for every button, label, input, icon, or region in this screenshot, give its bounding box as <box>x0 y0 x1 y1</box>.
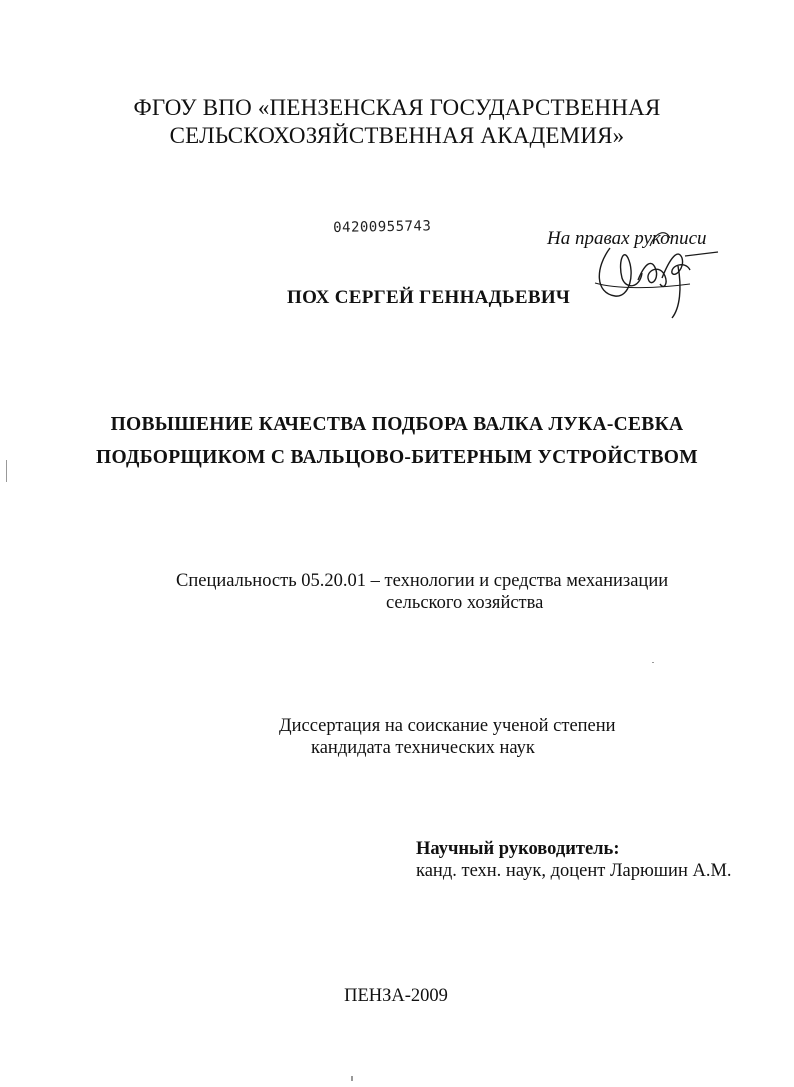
specialty-line-2: сельского хозяйства <box>386 593 544 613</box>
degree-line-2: кандидата технических наук <box>311 738 535 758</box>
manuscript-label: На правах рукописи <box>547 228 707 249</box>
thesis-title-line-1: ПОВЫШЕНИЕ КАЧЕСТВА ПОДБОРА ВАЛКА ЛУКА-СЕВКА <box>110 414 684 435</box>
institution-name-line-1: ФГОУ ВПО «ПЕНЗЕНСКАЯ ГОСУДАРСТВЕННАЯ <box>133 95 661 120</box>
institution-name-line-2: СЕЛЬСКОХОЗЯЙСТВЕННАЯ АКАДЕМИЯ» <box>169 123 625 148</box>
supervisor-label: Научный руководитель: <box>416 839 620 859</box>
supervisor-name: канд. техн. наук, доцент Ларюшин А.М. <box>416 861 732 881</box>
author-name: ПОХ СЕРГЕЙ ГЕННАДЬЕВИЧ <box>287 287 571 308</box>
specialty-line-1: Специальность 05.20.01 – технологии и средства механизации <box>176 571 669 591</box>
scan-artifact-dot <box>652 662 654 663</box>
degree-line-1: Диссертация на соискание ученой степени <box>279 716 616 736</box>
author-signature <box>590 218 720 323</box>
scan-artifact-left-edge <box>6 460 7 482</box>
scan-artifact-bottom-mark <box>351 1076 353 1081</box>
archive-number: 04200955743 <box>333 218 432 236</box>
city-year: ПЕНЗА-2009 <box>344 986 448 1006</box>
thesis-title-line-2: ПОДБОРЩИКОМ С ВАЛЬЦОВО-БИТЕРНЫМ УСТРОЙСТВОМ <box>96 447 698 468</box>
